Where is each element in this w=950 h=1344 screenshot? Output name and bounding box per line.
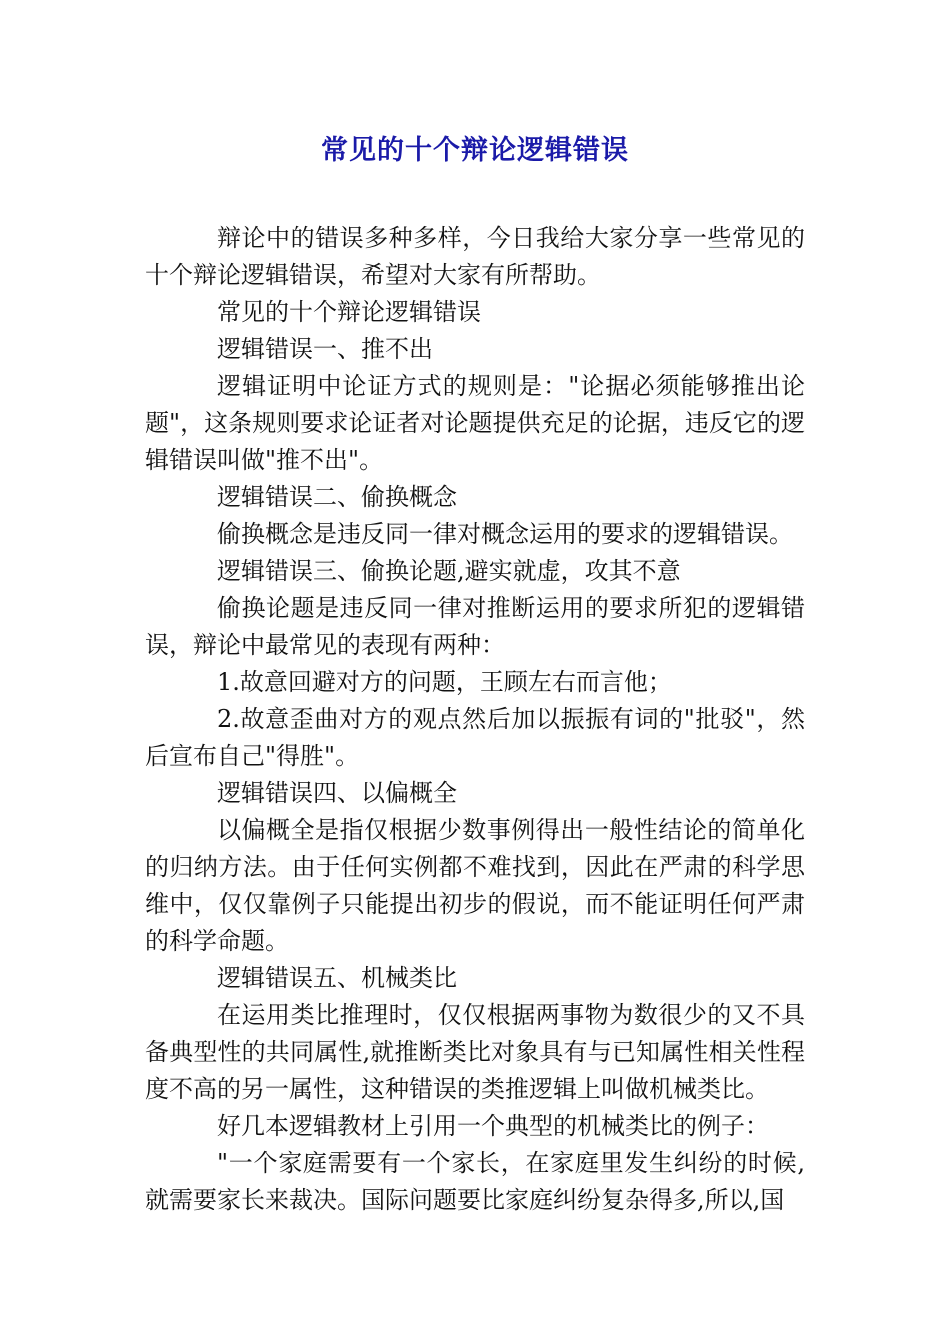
paragraph: 逻辑证明中论证方式的规则是："论据必须能够推出论题"，这条规则要求论证者对论题提供充足的论据，违反它的逻辑错误叫做"推不出"。 bbox=[145, 372, 805, 474]
document-title: 常见的十个辩论逻辑错误 bbox=[321, 135, 629, 166]
document-body bbox=[145, 220, 805, 1219]
paragraph: 辩论中的错误多种多样，今日我给大家分享一些常见的十个辩论逻辑错误，希望对大家有所帮助。 bbox=[145, 224, 805, 289]
section-heading: 逻辑错误四、以偏概全 bbox=[217, 779, 457, 807]
section-heading: 逻辑错误五、机械类比 bbox=[217, 964, 457, 992]
section-heading: 逻辑错误二、偷换概念 bbox=[217, 483, 457, 511]
paragraph: 以偏概全是指仅根据少数事例得出一般性结论的简单化的归纳方法。由于任何实例都不难找到，因此在严肃的科学思维中，仅仅靠例子只能提出初步的假说，而不能证明任何严肃的科学命题。 bbox=[145, 816, 805, 955]
paragraph: 好几本逻辑教材上引用一个典型的机械类比的例子： bbox=[217, 1112, 769, 1140]
section-heading: 逻辑错误一、推不出 bbox=[217, 335, 433, 363]
paragraph: "一个家庭需要有一个家长，在家庭里发生纠纷的时候,就需要家长来裁决。国际问题要比家庭纠纷复杂得多,所以,国 bbox=[145, 1149, 805, 1214]
list-item: 1.故意回避对方的问题，王顾左右而言他； bbox=[217, 668, 672, 696]
section-heading: 逻辑错误三、偷换论题,避实就虚，攻其不意 bbox=[217, 557, 681, 585]
paragraph: 偷换概念是违反同一律对概念运用的要求的逻辑错误。 bbox=[217, 520, 793, 548]
paragraph: 在运用类比推理时，仅仅根据两事物为数很少的又不具备典型性的共同属性,就推断类比对象具有与已知属性相关性程度不高的另一属性，这种错误的类推逻辑上叫做机械类比。 bbox=[145, 1001, 805, 1103]
list-item: 2.故意歪曲对方的观点然后加以振振有词的"批驳"，然后宣布自己"得胜"。 bbox=[145, 705, 805, 770]
paragraph: 常见的十个辩论逻辑错误 bbox=[217, 298, 481, 326]
paragraph: 偷换论题是违反同一律对推断运用的要求所犯的逻辑错误，辩论中最常见的表现有两种： bbox=[145, 594, 805, 659]
